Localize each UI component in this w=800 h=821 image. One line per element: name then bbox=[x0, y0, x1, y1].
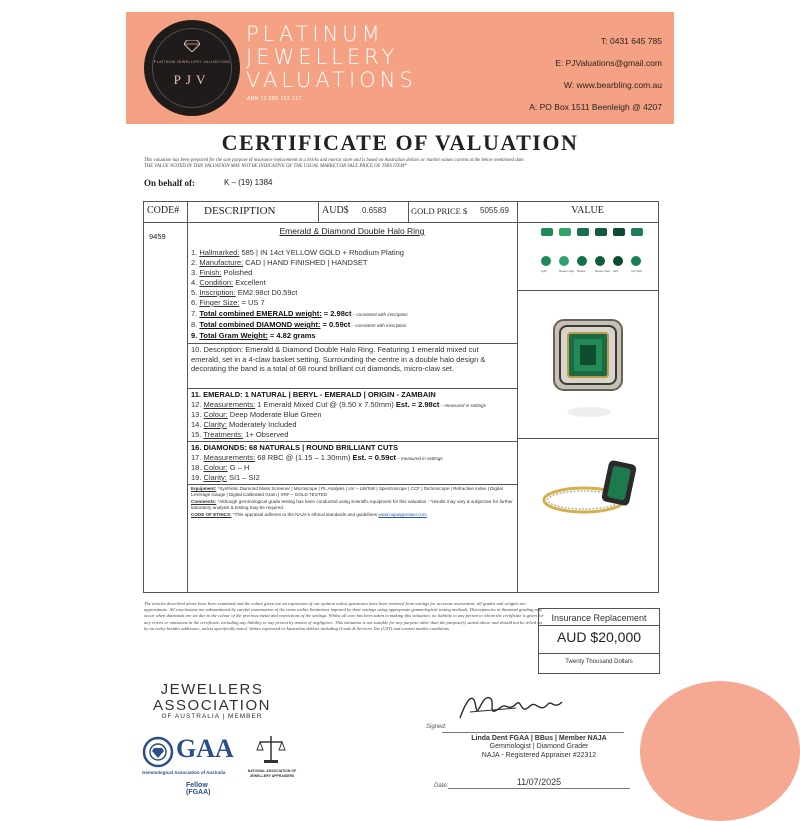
company-logo bbox=[144, 20, 240, 116]
line-4: 4. Condition: Excellent bbox=[191, 278, 266, 287]
insurance-box bbox=[538, 608, 660, 674]
line-14: 14. Clarity: Moderately Included bbox=[191, 420, 297, 429]
ring-side-image bbox=[539, 452, 649, 522]
value-header: VALUE bbox=[571, 205, 604, 216]
emerald-swatch bbox=[577, 228, 589, 236]
line-13: 13. Colour: Deep Moderate Blue Green bbox=[191, 410, 322, 419]
signer-block bbox=[448, 735, 630, 760]
description-header: DESCRIPTION bbox=[204, 205, 276, 217]
fine-print: The articles described above have been examined and the values given are an expression of our opinion unless gemstones have been removed from settings for accurate assessment, all grades and weights are approximate. All conclusions are substantiated by careful examination of the items within limitations imposed by their settings using appropriate gemmological testing methods. Discrepancies in diamond grading may occur when diamonds are set due to the colour of the precious metal and restrictions of the settings. Whilst all care has been taken in making this valuation, no liability to any person to whom the certificate is given for any errors or omissions in the certificate, including any liability to any person by reason of negligence. This valuation is not suitable for any purpose other than the purpose(s) stated above and should not be relied on by an entity besides addressee, unless specifically noted. Values expressed in Australian dollars including Goods & Services Tax (GST) and current market conditions. bbox=[144, 601, 544, 631]
aud-value: 0.6583 bbox=[362, 206, 387, 215]
swatch-label: Medium bbox=[577, 270, 586, 273]
emerald-swatch-round bbox=[631, 256, 641, 266]
emerald-swatch-round bbox=[613, 256, 623, 266]
handwritten-signature bbox=[456, 688, 566, 724]
emerald-swatch bbox=[541, 228, 553, 236]
line-8: 8. Total combined DIAMOND weight: = 0.59ct – consistent with inscription bbox=[191, 320, 407, 329]
abn-number: ABN 11 585 162 117 bbox=[247, 96, 302, 102]
insurance-label: Insurance Replacement bbox=[551, 613, 647, 623]
gaa-subtitle: Gemmological Association of Australia bbox=[142, 770, 226, 775]
emerald-swatch-round bbox=[541, 256, 551, 266]
pink-seal-stamp bbox=[640, 681, 800, 821]
gaa-text: GAA bbox=[176, 734, 234, 763]
diamond-header: 16. DIAMONDS: 68 NATURALS | ROUND BRILLIANT CUTS bbox=[191, 443, 398, 452]
jewellers-association-logo: JEWELLERS ASSOCIATION bbox=[153, 681, 271, 714]
signer-role: Gemmologist | Diamond Grader bbox=[489, 743, 589, 751]
business-name: PLATINUM JEWELLERY VALUATIONS bbox=[246, 22, 417, 92]
line-7: 7. Total combined EMERALD weight: = 2.98ct – consistent with inscription bbox=[191, 309, 408, 318]
emerald-swatch bbox=[559, 228, 571, 236]
signer-registration: NAJA - Registered Appraiser #22312 bbox=[481, 751, 597, 759]
gold-price-header: GOLD PRICE $ bbox=[411, 206, 468, 216]
swatch-label: Very Dark bbox=[631, 270, 642, 273]
line-3: 3. Finish: Polished bbox=[191, 268, 253, 277]
colour-swatch-chart bbox=[541, 228, 659, 280]
certificate-page bbox=[126, 12, 674, 796]
gaa-emblem-icon bbox=[142, 736, 174, 768]
disclaimer: This valuation has been prepared for the sole purpose of insurance replacement at a bricks and mortar store and is based on Australian dollars or market values current at the below mentioned date. THE VALUE NOTED IN THIS VALUATION MAY NOT BE INDICATIVE OF THE USUAL MARKET OR SALE PRICE OF THIS ITEM* bbox=[144, 158, 525, 169]
emerald-header: 11. EMERALD: 1 NATURAL | BERYL - EMERALD | ORIGIN - ZAMBAIN bbox=[191, 390, 436, 399]
behalf-label: On behalf of: bbox=[144, 178, 196, 188]
association-member-label: OF AUSTRALIA | MEMBER bbox=[161, 713, 263, 720]
line-12: 12. Measurements: 1 Emerald Mixed Cut @ (9.50 x 7.50mm) Est. = 2.98ct – measured in settings bbox=[191, 400, 486, 409]
ring-front-image bbox=[544, 302, 634, 422]
swatch-label: Light bbox=[541, 270, 547, 273]
line-15: 15. Treatments: 1+ Observed bbox=[191, 430, 289, 439]
swatch-label: Dark bbox=[613, 270, 619, 273]
swatch-label: Medium Light bbox=[559, 270, 575, 273]
emerald-swatch bbox=[613, 228, 625, 236]
product-title: Emerald & Diamond Double Halo Ring bbox=[279, 226, 425, 236]
line-5: 5. Inscription: EM2.98ct D0.59ct bbox=[191, 288, 298, 297]
equipment-text: Equipment: *Synthetic Diamond Mass Screener | Microscope | PL Analysis | UV – LW/SW | Spectroscope | CCF | Dichroscope | Refractive Index | Digital Leverage Gauge | Digital Calibrated Gram | XRF – GOLD TESTED bbox=[191, 486, 503, 497]
insurance-value: AUD $20,000 bbox=[556, 629, 642, 645]
naja-label: NATIONAL ASSOCIATION OF JEWELLERY APPRAISERS bbox=[247, 769, 297, 778]
line-19: 19. Clarity: SI1 – SI2 bbox=[191, 473, 260, 482]
gold-price-value: 5055.69 bbox=[480, 206, 509, 215]
behalf-value: K – (19) 1384 bbox=[224, 178, 273, 187]
emerald-swatch bbox=[631, 228, 643, 236]
diamond-icon bbox=[184, 40, 200, 52]
website-link[interactable]: W: www.bearbling.com.au bbox=[563, 80, 662, 90]
logo-initials: PJV bbox=[173, 72, 211, 87]
emerald-swatch-round bbox=[559, 256, 569, 266]
emerald-swatch-round bbox=[577, 256, 587, 266]
phone: T: 0431 645 785 bbox=[601, 36, 662, 46]
header-banner bbox=[126, 12, 674, 124]
emerald-swatch bbox=[595, 228, 607, 236]
signed-label: Signed: bbox=[426, 724, 447, 730]
swatch-label: Medium Dark bbox=[595, 270, 610, 273]
date-label: Date: bbox=[434, 783, 449, 789]
valuation-date: 11/07/2025 bbox=[516, 777, 562, 787]
line-17: 17. Measurements: 68 RBC @ (1.15 – 1.30mm) Est. = 0.59ct – measured in settings bbox=[191, 453, 443, 462]
line-18: 18. Colour: G – H bbox=[191, 463, 250, 472]
naja-link[interactable]: www.najaappraiser.com bbox=[378, 512, 427, 517]
item-code: 9459 bbox=[149, 232, 166, 241]
postal-address: A: PO Box 1511 Beenleigh @ 4207 bbox=[529, 102, 662, 112]
ethics-text: CODE OF ETHICS: *This appraisal adheres to the NAJA's ethical standards and guidelines www.najaappraiser.com bbox=[191, 512, 427, 517]
certificate-title: CERTIFICATE OF VALUATION bbox=[221, 130, 579, 155]
aud-header: AUD$ bbox=[322, 205, 349, 216]
gaa-fellow: Fellow (FGAA) bbox=[186, 782, 211, 796]
line-2: 2. Manufacture: CAD | HAND FINISHED | HANDSET bbox=[191, 258, 368, 267]
line-6: 6. Finger Size: = US 7 bbox=[191, 298, 265, 307]
signer-name: Linda Dent FGAA | BBus | Member NAJA bbox=[471, 735, 607, 742]
logo-small-text: PLATINUM JEWELLERY VALUATIONS bbox=[153, 60, 231, 64]
line-9: 9. Total Gram Weight: = 4.82 grams bbox=[191, 331, 316, 340]
line-10-description: 10. Description: Emerald & Diamond Double Halo Ring. Featuring 1 emerald mixed cut emerald, set in a 4-claw basket setting. Surrounding the centre in a double halo design & decorating the band is a total of 68 round brilliant cut diamonds, micro-claw set. bbox=[191, 345, 486, 373]
insurance-words: Twenty Thousand Dollars bbox=[565, 659, 633, 665]
emerald-swatch-round bbox=[595, 256, 605, 266]
email-link[interactable]: E: PJValuations@gmail.com bbox=[555, 58, 662, 68]
line-1: 1. Hallmarked: 585 | IN 14ct YELLOW GOLD + Rhodium Plating bbox=[191, 248, 404, 257]
comments-text: Comments: *Although gemmological grade testing has been conducted using scientific equipment for this valuation - *results may vary & subjective for further laboratory analysis & testing may be required. bbox=[191, 499, 513, 510]
naja-scales-icon bbox=[256, 734, 286, 766]
code-header: CODE# bbox=[147, 205, 180, 216]
